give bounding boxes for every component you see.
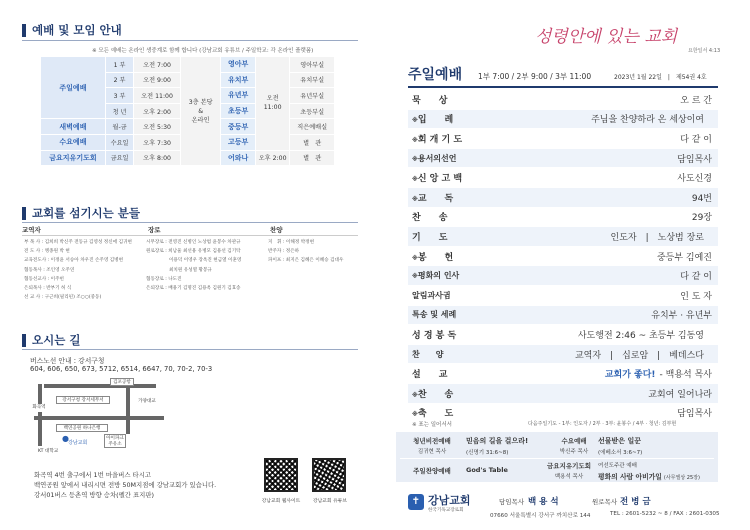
order-leader: 담임목사 [677, 154, 712, 165]
bus-routes: 604, 606, 650, 673, 5712, 6514, 6647, 70, 70-2, 70-3 [30, 365, 213, 373]
order-label-text: 찬 양 [412, 349, 444, 359]
order-leader: 94번 [691, 193, 712, 204]
service-time: 오후 7:30 [134, 134, 181, 150]
order-row [408, 247, 718, 267]
church-name: 강남교회 [428, 494, 471, 507]
order-label-text: 특송 및 세례 [412, 310, 457, 320]
map-pin-icon: ● [62, 434, 69, 443]
order-leader: 다 같 이 [680, 272, 712, 283]
order-label [408, 290, 490, 301]
school-time: 오전 11:00 [255, 57, 289, 151]
schedule-table [40, 56, 335, 166]
staff-line: 부 목 사 : 김희희 박신주 전동규 김영성 정신애 김귀현 [24, 240, 132, 245]
slogan: 성령안에 있는 교회 [535, 27, 678, 47]
order-label [408, 328, 490, 341]
order-label [408, 153, 490, 164]
staff-header-praise: 찬양 [270, 226, 283, 234]
order-row [408, 364, 718, 384]
stand-mark: ※ [412, 136, 418, 144]
staff-line: 파이프 : 최지은 김혜은 이혜승 김대우 [268, 258, 344, 264]
staff-line: 협동목사 : 조인영 오주연 [24, 267, 75, 273]
stand-mark: ※ [412, 254, 418, 262]
sunday-part: 청 년 [105, 103, 133, 119]
qr-youtube-label: 강남교회 유튜브 [313, 499, 347, 504]
order-row [408, 286, 718, 306]
order-row [408, 129, 718, 149]
order-label-text: 용서의선언 [417, 153, 457, 163]
map-label-bridge: 가양대교 [134, 398, 160, 406]
order-label [408, 406, 490, 419]
staff-col-praise [268, 238, 358, 266]
service-day: 월-금 [105, 119, 133, 135]
order-detail: 사도행전 2:46 ~ 초등부 김동영 [577, 330, 704, 341]
order-label [408, 309, 490, 320]
map-road [38, 384, 42, 446]
praise-label: 주일찬양예배 [413, 467, 451, 475]
order-label-text: 묵 상 [412, 95, 448, 106]
stand-mark: ※ [412, 273, 418, 281]
order-label [408, 191, 490, 204]
map-road [34, 416, 164, 420]
staff-col-elders [146, 238, 264, 293]
sunday-label: 주일예배 [41, 57, 106, 119]
order-label [408, 210, 490, 223]
order-label [408, 270, 490, 281]
stand-mark: ※ [412, 195, 418, 203]
staff-line: 이용덕 이영우 장옥진 현금열 이훈영 [146, 258, 242, 264]
worship-order [408, 90, 718, 423]
section-bar [22, 334, 26, 347]
order-leader: 사도신경 [677, 174, 712, 185]
dept-room: 초등부실 [290, 103, 335, 119]
order-row [408, 208, 718, 228]
order-label-text: 입 례 [417, 115, 454, 126]
sunday-time: 오전 11:00 [134, 88, 181, 104]
staff-line: 최치원 유성열 황봉규 [146, 267, 212, 273]
worship-section-title [22, 22, 122, 38]
dept-label: 영아부 [221, 57, 255, 73]
order-label-text: 교 독 [417, 193, 454, 204]
date-issue: 2023년 1월 22일 | 제54권 4호 [614, 74, 707, 81]
bus-label: 버스노선 안내 : 강서구청 [30, 357, 105, 365]
map-label-station: 아이파크 주유소 [104, 434, 126, 448]
order-leader: 다 같 이 [680, 134, 712, 145]
order-leader: 오 르 간 [680, 95, 712, 106]
fri-title-cell [598, 461, 716, 481]
order-row [408, 306, 718, 326]
wed-title-cell [598, 436, 714, 456]
dept-room: 유년부실 [290, 88, 335, 104]
map-road [44, 384, 156, 388]
sunday-part: 3 부 [105, 88, 133, 104]
sunday-time: 오전 9:00 [134, 72, 181, 88]
staff-line: 협동장로 : 나도진 [146, 276, 182, 282]
order-label [408, 250, 490, 263]
wed-title: 선물받은 일꾼 [598, 437, 642, 445]
divider [408, 86, 718, 88]
fri-label: 금요지유기도회 [547, 462, 591, 470]
order-label [408, 171, 490, 184]
order-label-text: 기 도 [412, 232, 448, 243]
service-time: 오전 5:30 [134, 119, 181, 135]
map-label-church: 강남교회 [68, 440, 88, 446]
order-leader: 인 도 자 [680, 291, 712, 302]
address: 07660 서울특별시 강서구 까치산로 144 [490, 513, 591, 519]
sunday-time: 오후 2:00 [134, 103, 181, 119]
order-label-text: 축 도 [417, 409, 454, 420]
order-detail: 교역자 | 십로암 | 베데스다 [574, 350, 704, 361]
church-sub: 한국기독교장로회 [428, 508, 464, 513]
order-label [408, 387, 490, 400]
wed-label-cell [550, 436, 598, 455]
order-detail: 주님을 찬양하라 온 세상이여 [591, 115, 704, 126]
sunday-part: 1 부 [105, 57, 133, 73]
elder-name: 전 병 금 [620, 497, 651, 507]
dept-room: 직은예배실 [290, 119, 335, 135]
order-label-text: 봉 헌 [417, 252, 454, 263]
divider [22, 222, 358, 223]
order-leader: 교회여 일어나라 [648, 389, 712, 400]
stand-mark: ※ [412, 411, 418, 419]
order-label [408, 230, 490, 243]
section-bar [22, 207, 26, 220]
section-bar [22, 24, 26, 37]
order-label-text: 찬 송 [417, 389, 454, 400]
order-leader: - 백용석 목사 [659, 370, 712, 381]
staff-line: 반주자 : 정은하 [268, 249, 300, 255]
order-leader: 담임목사 [677, 409, 712, 420]
staff-line: 교육전도사 : 이정윤 서승아 차우진 손주영 김병현 [24, 258, 124, 264]
qr-code-youtube[interactable] [312, 458, 346, 492]
staff-line: 협동선교사 : 이주헌 [24, 276, 64, 282]
staff-line: 은퇴장로 : 배용기 김명진 김용옥 김원기 김효송 [146, 286, 241, 292]
directions-text: 화곡역 4번 출구에서 1번 마을버스 타시고 백연공원 앞에서 내리시면 전방 50M지점에 강남교회가 있습니다. 강서01버스 등촌역 방향 승차(펠간 표지판) [34, 471, 217, 499]
stand-mark: ※ [412, 391, 418, 399]
dept-label: 유년부 [221, 88, 255, 104]
wed-speaker: 박신주 목사 [559, 449, 589, 455]
order-label-text: 평화의 인사 [417, 271, 460, 281]
map-label-park: 백연공원 하나은행 [56, 424, 108, 432]
tel: TEL : 2601-5232 ~ 8 / FAX : 2601-0305 [610, 511, 720, 517]
map [30, 378, 170, 454]
directions-section-title [22, 332, 80, 348]
stand-mark: ※ [412, 155, 418, 163]
order-row [408, 168, 718, 188]
dept-label: 어와나 [221, 150, 255, 166]
service-day: 금요일 [105, 150, 133, 166]
staff-header-clergy: 교역자 [22, 226, 41, 234]
order-leader: 유치부 · 유년부 [651, 311, 712, 322]
order-detail: 인도자 | 노상범 장로 [610, 232, 704, 243]
young-title: 믿음의 길을 걸으라! [466, 437, 529, 445]
map-label-kt: KT 대학교 [38, 449, 59, 454]
staff-header-elders: 장로 [148, 226, 161, 234]
order-row [408, 90, 718, 110]
order-row [408, 325, 718, 345]
fri-sub: 여선도주관 예배 [598, 463, 637, 469]
order-label [408, 112, 490, 125]
staff-line: 원로장로 : 희남울 최선용 유병모 김용선 김기탁 [146, 249, 241, 255]
order-label-text: 찬 송 [412, 213, 448, 224]
place-cell: 3층 본당 & 온라인 [180, 57, 221, 166]
order-row [408, 188, 718, 208]
order-row [408, 149, 718, 169]
divider [22, 349, 358, 350]
order-label-text: 설 교 [412, 370, 448, 381]
pastor-label: 담임목사 [499, 498, 525, 506]
sunday-time: 오전 7:00 [134, 57, 181, 73]
order-leader: 중등부 김예진 [656, 252, 712, 263]
divider [400, 458, 714, 459]
order-label [408, 349, 490, 360]
awana-time: 오후 2:00 [255, 150, 289, 166]
young-ref: (신명기 31:6~8) [466, 450, 509, 456]
divider [22, 40, 358, 41]
dept-room: 영아부실 [290, 57, 335, 73]
dept-label: 초등부 [221, 103, 255, 119]
spacer [408, 90, 718, 92]
directions-title-text: 오시는 길 [32, 333, 81, 347]
stand-mark: ※ [412, 176, 418, 184]
fri-speaker: 백용석 목사 [554, 474, 584, 480]
order-detail: 교회가 좋다! [604, 370, 656, 381]
qr-website-label: 강남교회 웹사이트 [261, 499, 301, 504]
worship-note: ※ 모든 예배는 온라인 생중계로 함께 합니다 (강남교회 유튜브 / 주일학교: 각 온라인 플랫폼) [92, 48, 314, 54]
staff-line: 시무장로 : 전영진 신병인 노상범 윤봉수 차관규 [146, 240, 241, 245]
order-row [408, 110, 718, 130]
stand-mark: ※ [412, 117, 418, 125]
map-label-office: 강서구청 강서세무서 [56, 396, 110, 404]
order-row [408, 384, 718, 404]
dept-room: 별 관 [290, 150, 335, 166]
staff-line: 전 도 사 : 엥종원 박 현 [24, 249, 70, 255]
service-label: 새벽예배 [41, 119, 106, 135]
wed-ref: (에베소서 3:6~7) [598, 450, 643, 456]
praise-title: God's Table [466, 466, 508, 474]
service-label: 수요예배 [41, 134, 106, 150]
map-label-airport: 김포공항 [110, 378, 134, 386]
elder-label: 원로목사 [592, 498, 618, 506]
worship-heading: 주일예배 [408, 67, 463, 83]
order-row [408, 266, 718, 286]
worship-title-text: 예배 및 모임 안내 [32, 23, 122, 37]
order-leader: 29장 [691, 213, 712, 224]
divider [22, 235, 358, 236]
map-label-hwagok: 화곡역 [30, 404, 48, 412]
qr-code-website[interactable] [264, 458, 298, 492]
order-label-text: 회 개 기 도 [417, 134, 463, 145]
fri-title: 평화의 사람 아비가일 [598, 473, 662, 481]
order-label-text: 성 경 봉 독 [412, 330, 457, 341]
service-time: 오후 8:00 [134, 150, 181, 166]
service-label: 금요지유기도회 [41, 150, 106, 166]
staff-line: 은퇴목사 : 반부기 허 식 [24, 286, 72, 292]
wed-label: 수요예배 [561, 437, 587, 445]
young-speaker: 김귀현 목사 [417, 449, 447, 455]
stand-note: ※ 표는 일어서서 [412, 422, 452, 428]
young-label: 청년비전예배 [413, 437, 451, 445]
young-label-cell [400, 436, 464, 455]
schedule-row [41, 57, 335, 73]
fri-ref: (사무엘상 25장) [663, 475, 700, 481]
order-label-text: 신 앙 고 백 [417, 174, 463, 185]
sunday-part: 2 부 [105, 72, 133, 88]
dept-room: 별 관 [290, 134, 335, 150]
service-day: 수요일 [105, 134, 133, 150]
staff-col-clergy [24, 238, 142, 302]
staff-header-row [22, 225, 358, 235]
next-week-prayer: 다음주일기도 - 1부: 인도자 / 2부 · 3부: 윤봉수 / 4부 · 청년: 김부현 [528, 421, 677, 427]
staff-section-title [22, 205, 140, 221]
staff-line: 선 교 사 : 구근희(필리핀) 조○○(중동) [24, 295, 102, 301]
order-label [408, 367, 490, 380]
dept-label: 중등부 [221, 119, 255, 135]
order-row [408, 227, 718, 247]
young-title-cell [466, 436, 546, 456]
staff-line: 지 휘 : 이해정 박정현 [268, 240, 315, 245]
slogan-ref: 요한일서 4:13 [688, 48, 721, 54]
map-road [126, 388, 130, 434]
dept-label: 고등부 [221, 134, 255, 150]
order-label [408, 93, 490, 106]
order-row [408, 345, 718, 365]
order-label [408, 132, 490, 145]
pastor-name: 백 용 석 [528, 497, 559, 507]
order-label-text: 알림과사귐 [412, 290, 451, 300]
fri-label-cell [540, 461, 598, 480]
staff-title-text: 교회를 섬기시는 분들 [32, 206, 140, 220]
dept-room: 유치부실 [290, 72, 335, 88]
worship-times: 1부 7:00 / 2부 9:00 / 3부 11:00 [478, 72, 592, 81]
dept-label: 유치부 [221, 72, 255, 88]
church-logo-icon: ✝ [408, 494, 424, 510]
